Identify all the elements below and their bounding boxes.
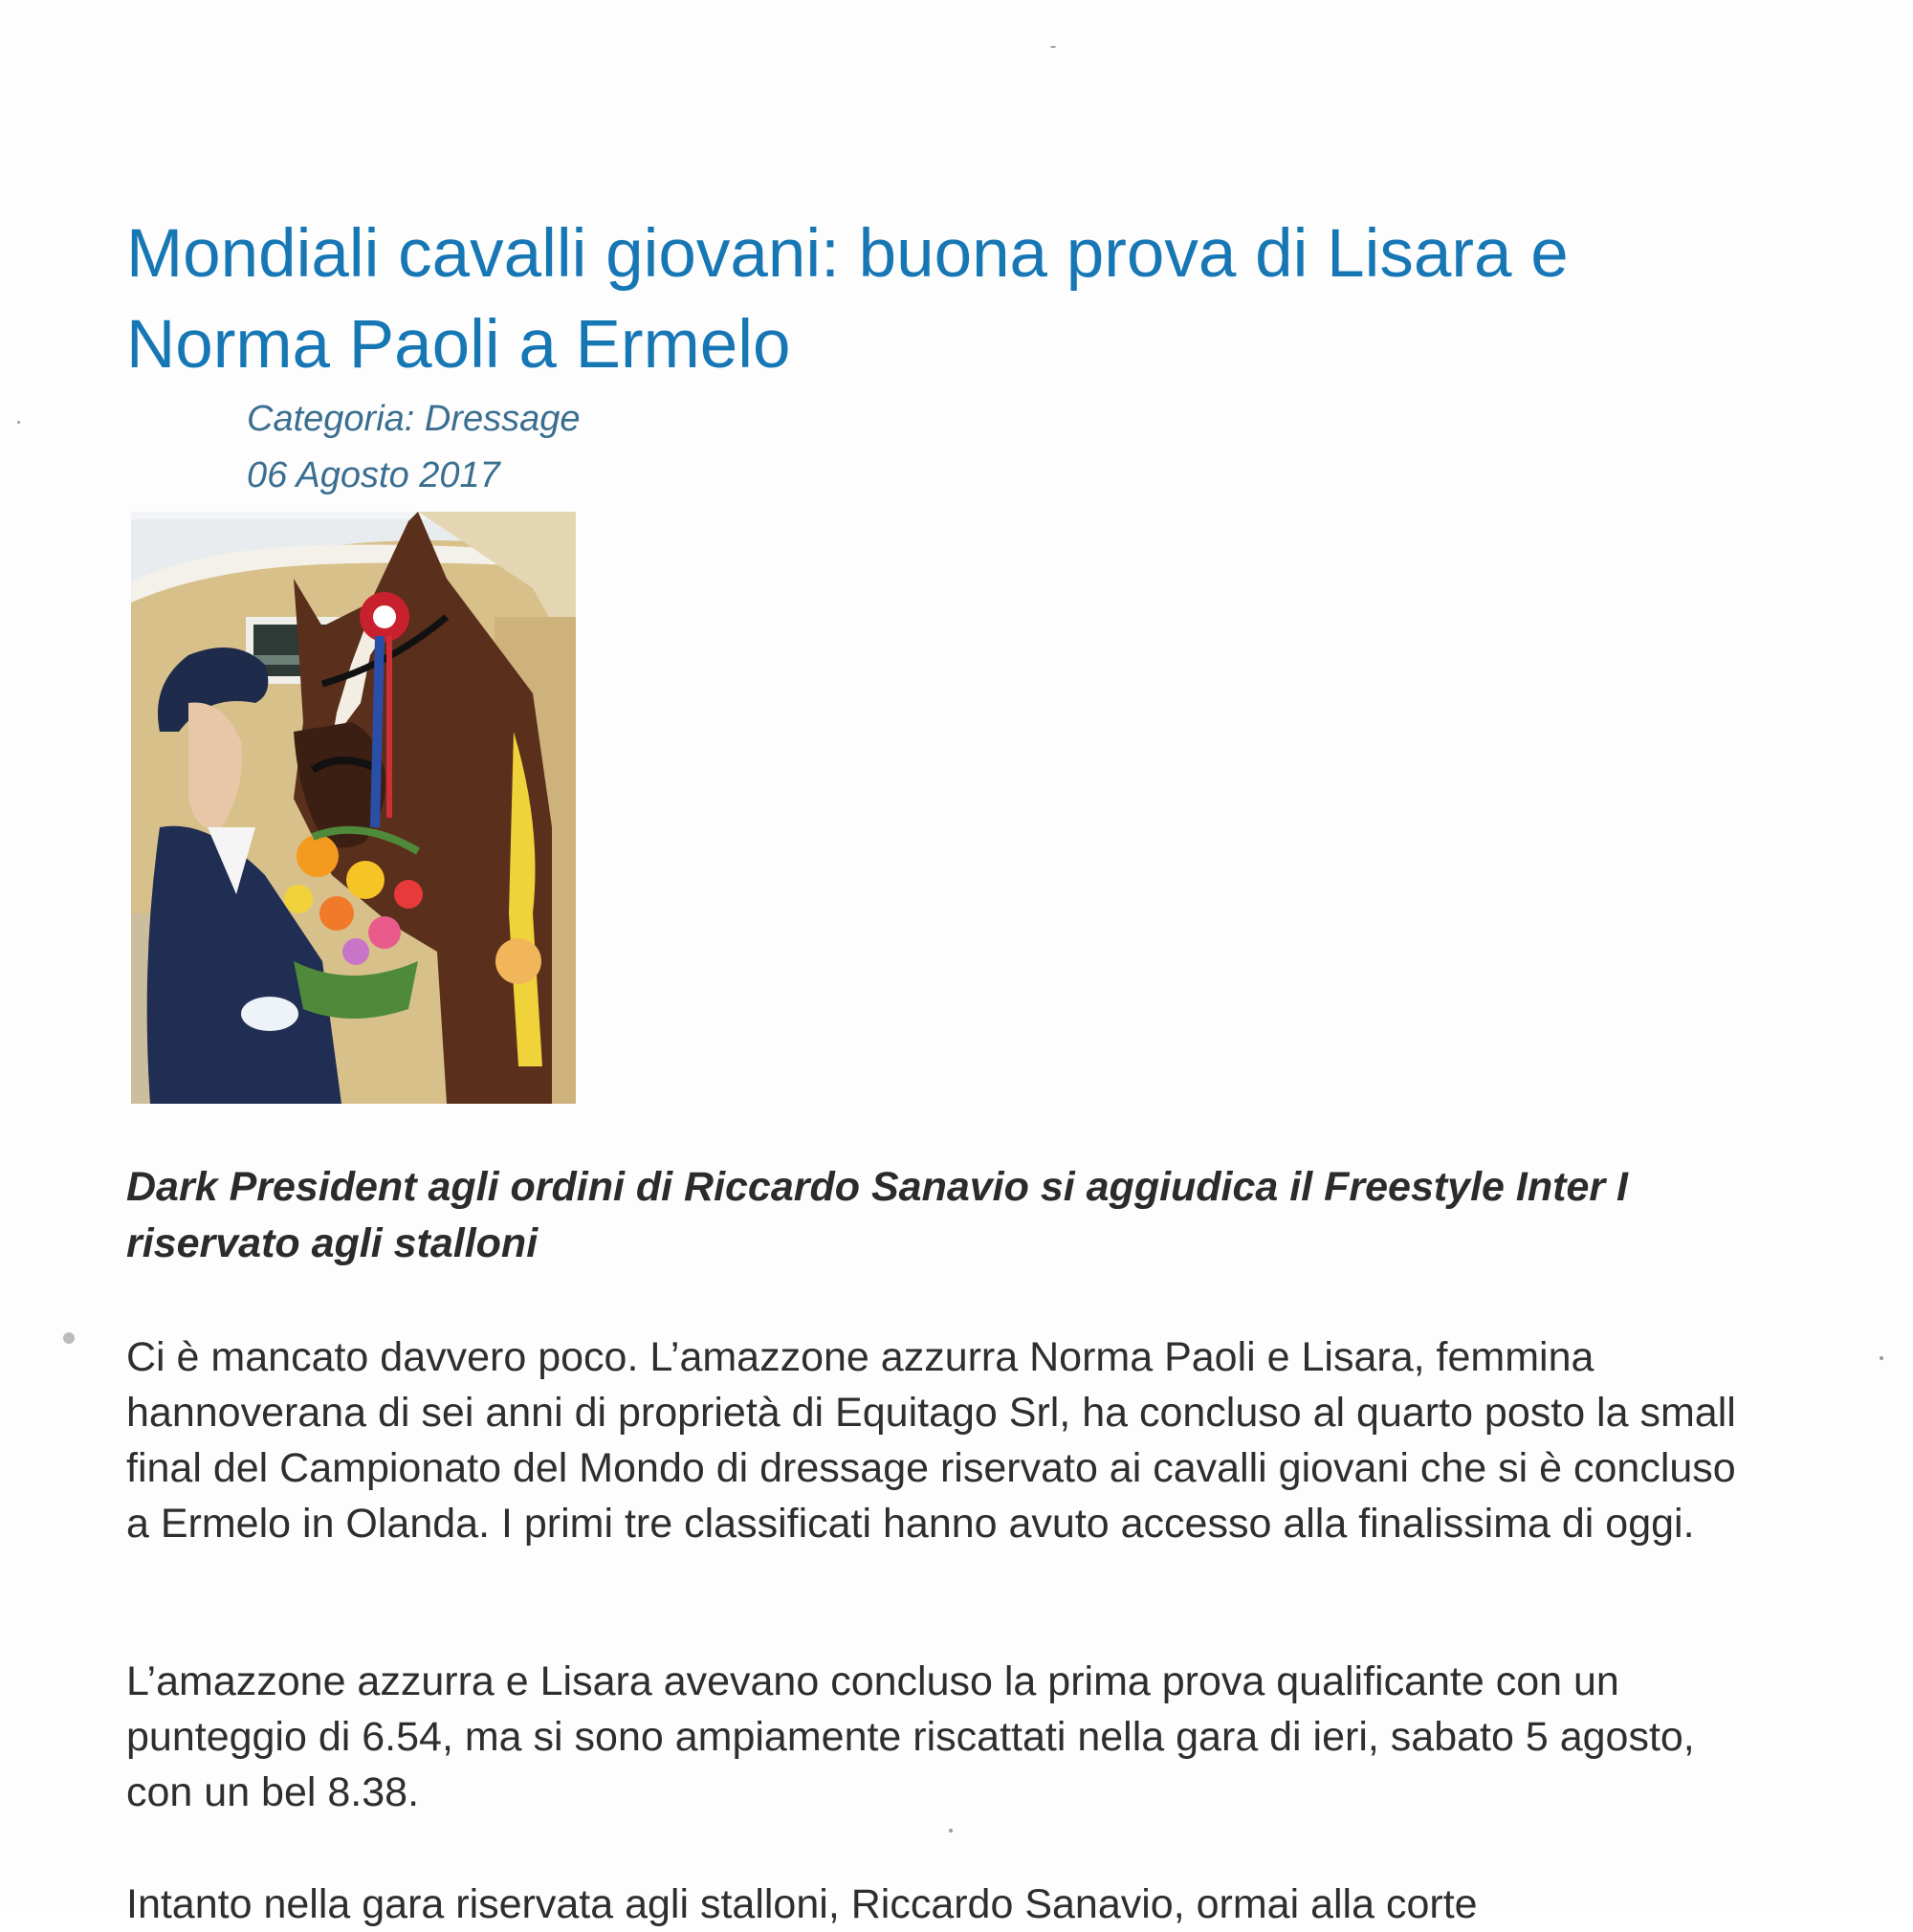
article-title: Mondiali cavalli giovani: buona prova di Lisara e Norma Paoli a Ermelo — [126, 216, 1569, 383]
scan-speck — [1880, 1356, 1883, 1360]
article-paragraph: L’amazzone azzurra e Lisara avevano concluso la prima prova qualificante con un punteggio di 6.54, ma si sono ampiamente riscattati nella gara di ieri, sabato 5 agosto, con un bel 8.38. — [126, 1658, 1695, 1815]
article-date: 06 Agosto 2017 — [247, 455, 500, 495]
scan-speck — [63, 1332, 75, 1344]
article-paragraph: Intanto nella gara riservata agli stalloni, Riccardo Sanavio, ormai alla corte — [126, 1881, 1478, 1927]
article-category: Categoria: Dressage — [247, 399, 581, 439]
scan-speck — [1050, 46, 1056, 48]
article-subtitle: Dark President agli ordini di Riccardo Sanavio si aggiudica il Freestyle Inter I riservato agli stalloni — [126, 1164, 1628, 1266]
article-paragraph: Ci è mancato davvero poco. L’amazzone azzurra Norma Paoli e Lisara, femmina hannoverana di sei anni di proprietà di Equitago Srl, ha concluso al quarto posto la small final del Campionato del Mondo di dressage riservato ai cavalli giovani che si è concluso a Ermelo in Olanda. I primi tre classificati hanno avuto accesso alla finalissima di oggi. — [126, 1334, 1736, 1547]
scan-speck — [17, 421, 20, 424]
scan-speck — [949, 1829, 953, 1833]
article-photo — [131, 512, 576, 1104]
